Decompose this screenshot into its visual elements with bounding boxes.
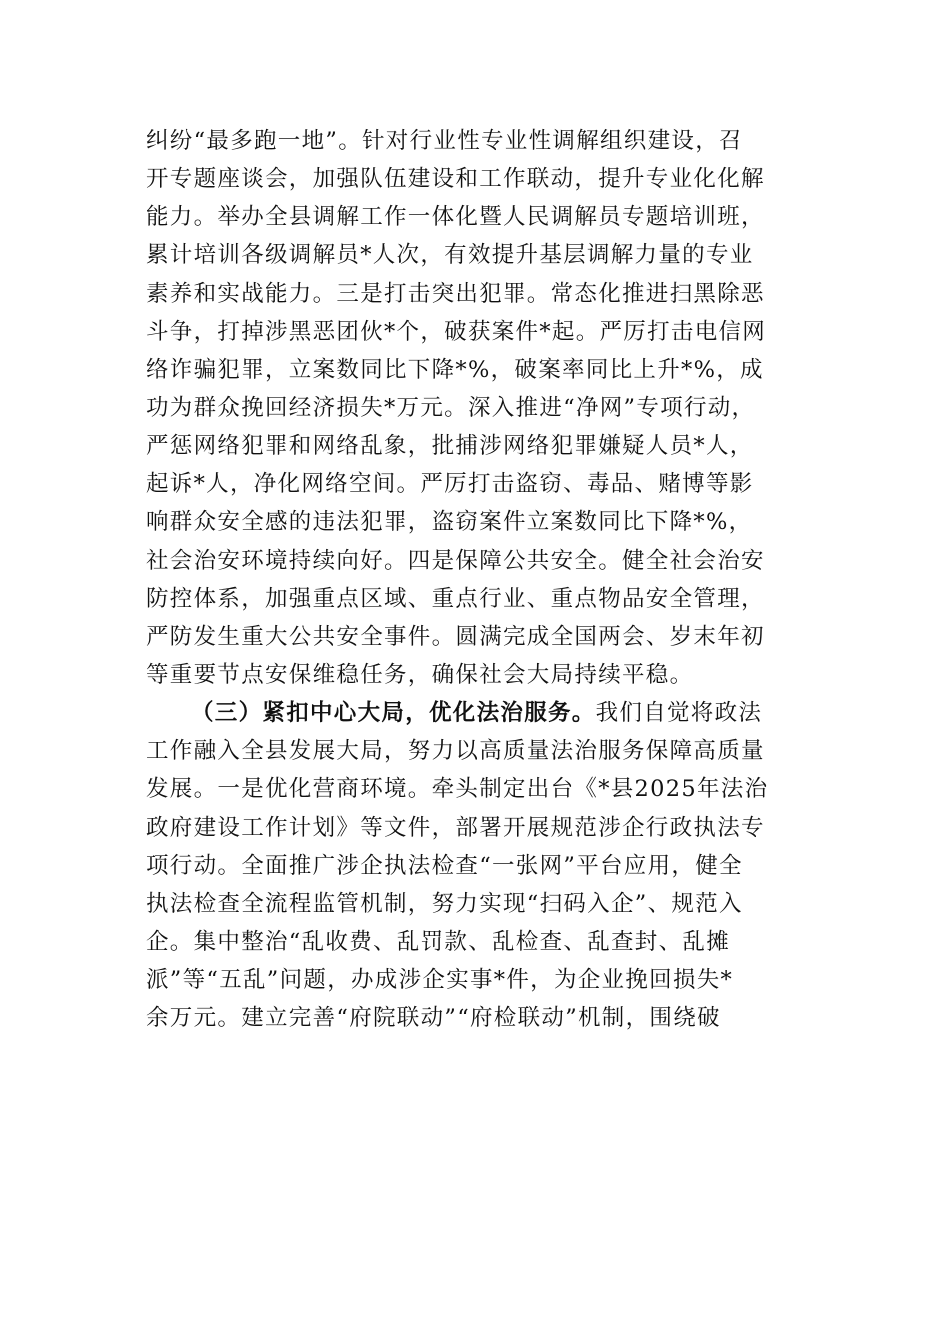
text-line: 发展。一是优化营商环境。牵头制定出台《*县2025年法治 — [146, 776, 769, 803]
text-line: 严惩网络犯罪和网络乱象，批捕涉网络犯罪嫌疑人员*人， — [146, 433, 754, 460]
text-line: 项行动。全面推广涉企执法检查“一张网”平台应用，健全 — [146, 852, 743, 879]
text-line: 纠纷“最多跑一地”。针对行业性专业性调解组织建设，召 — [146, 128, 743, 154]
text-line: 累计培训各级调解员*人次，有效提升基层调解力量的专业 — [146, 242, 754, 269]
text-line: 开专题座谈会，加强队伍建设和工作联动，提升专业化化解 — [146, 166, 765, 193]
section-first-line — [146, 694, 826, 732]
text-line: 功为群众挽回经济损失*万元。深入推进“净网”专项行动， — [146, 394, 756, 421]
text-line: 工作融入全县发展大局，努力以高质量法治服务保障高质量 — [146, 738, 765, 765]
body-text — [146, 122, 826, 1037]
text-line: 执法检查全流程监管机制，努力实现“扫码入企”、规范入 — [146, 890, 743, 917]
section-heading: （三）紧扣中心大局，优化法治服务。 — [191, 700, 596, 727]
text-line: 等重要节点安保维稳任务，确保社会大局持续平稳。 — [146, 661, 694, 688]
text-line: 政府建设工作计划》等文件，部署开展规范涉企行政执法专 — [146, 814, 765, 841]
text-line: 企。集中整治“乱收费、乱罚款、乱检查、乱查封、乱摊 — [146, 928, 731, 955]
text-line: 素养和实战能力。三是打击突出犯罪。常态化推进扫黑除恶 — [146, 280, 765, 307]
text-line: 响群众安全感的违法犯罪，盗窃案件立案数同比下降*%， — [146, 509, 753, 536]
text-line: 能力。举办全县调解工作一体化暨人民调解员专题培训班， — [146, 204, 765, 231]
text-line: 派”等“五乱”问题，办成涉企实事*件，为企业挽回损失* — [146, 967, 734, 994]
text-line: 防控体系，加强重点区域、重点行业、重点物品安全管理， — [146, 585, 765, 612]
text-line: 社会治安环境持续向好。四是保障公共安全。健全社会治安 — [146, 547, 765, 574]
section-heading-rest: 我们自觉将政法 — [595, 700, 763, 727]
text-line: 络诈骗犯罪，立案数同比下降*%，破案率同比上升*%，成 — [146, 356, 764, 383]
text-line: 余万元。建立完善“府院联动”“府检联动”机制，围绕破 — [146, 1005, 721, 1032]
text-line: 起诉*人，净化网络空间。严厉打击盗窃、毒品、赌博等影 — [146, 471, 754, 498]
text-line: 斗争，打掉涉黑恶团伙*个，破获案件*起。严厉打击电信网 — [146, 318, 767, 345]
text-line: 严防发生重大公共安全事件。圆满完成全国两会、岁末年初 — [146, 623, 765, 650]
